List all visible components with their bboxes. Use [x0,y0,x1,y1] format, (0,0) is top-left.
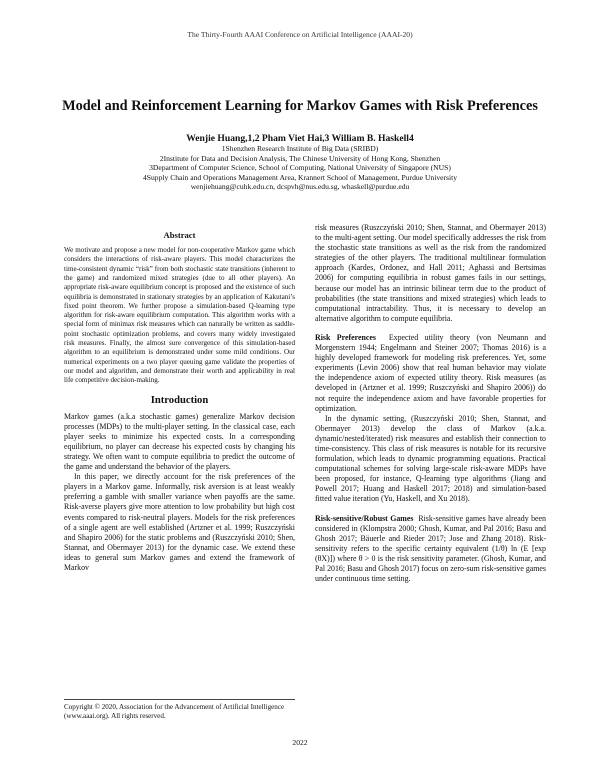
risk-sensitive-heading: Risk-sensitive/Robust Games [315,513,414,523]
affiliation-1: 1Shenzhen Research Institute of Big Data (SRIBD) [221,144,379,153]
abstract-heading: Abstract [163,230,196,240]
affiliation-3: 3Department of Computer Science, School of Computing, National University of Singapore (NUS) [149,163,451,173]
affiliation-4: 4Supply Chain and Operations Management Area, Krannert School of Management, Purdue University [142,172,457,182]
risk-sensitive-text: Risk-sensitive games have already been considered in (Klompstra 2000; Ghosh, Kumar, and Pal 2016; Basu and Ghosh 2017; Bäuerle and Rieder 2017; Jose and Zhang 2018). Risk-sensitivity refers to the specific certainty equivalent (1/θ) ln (E [exp (θX)]) where θ > 0 is the risk sensitivity parameter. (Ghosh, Kumar, and Pal 2016; Basu and Ghosh 2017) focus on zero-sum risk-sensitive games under continuous time setting. [315,513,546,584]
conference-header: The Thirty-Fourth AAAI Conference on Artificial Intelligence (AAAI-20) [187,30,413,39]
left-column [64,230,295,573]
paper-title: Model and Reinforcement Learning for Markov Games with Risk Preferences [62,98,538,114]
author-emails: wenjiehuang@cuhk.edu.cn, dcspvh@nus.edu.sg, whaskell@purdue.edu [190,182,410,192]
dynamic-setting-paragraph: In the dynamic setting, (Ruszczyński 2010; Shen, Stannat, and Obermayer 2013) develop the class of Markov (a.k.a. dynamic/nested/iterated) risk measures and establish their connection to time-consistency. This class of risk measures is notable for its recursive formulation, which leads to dynamic programming equations. Practical computational schemes for solving large-scale risk-aware MDPs have been proposed, for instance, Q-learning type algorithms (Jiang and Powell 2017; Huang and Haskell 2017; 2018) and simulation-based fitted value iteration (Yu, Haskell, and Xu 2018). [315,413,546,504]
author-list: Wenjie Huang,1,2 Pham Viet Hai,3 William B. Haskell4 [186,133,414,144]
page-number: 2022 [292,738,308,747]
risk-sensitive-paragraph [315,514,546,585]
intro-paragraph-2: In this paper, we directly account for the risk preferences of the players in a Markov game. Informally, risk aversion is at least weakly preferring a gamble with smaller variance when payoffs are the same. Risk-averse players give more attention to low probability but high cost events compared to risk-neutral players. Models for the risk preferences of a single agent are well established (Artzner et al. 1999; Ruszczyński and Shapiro 2006) for the static problems and (Ruszczyński 2010; Shen, Stannat, and Obermayer 2013) for the dynamic case. We extend these ideas to general sum Markov games and extend the framework of Markov [64,472,295,573]
copyright-notice: Copyright © 2020, Association for the Advancement of Artificial Intelligence (www.aaai.org). All rights reserved. [64,699,295,722]
risk-preferences-text: Expected utility theory (von Neumann and Morgenstern 1944; Engelmann and Steiner 2007; Thomas 2016) is a highly developed framework for modeling risk preferences. Yet, some experiments (Levin 2006) show that real human behavior may violate the independence axiom of expected utility theory. Risk measures (as developed in (Artzner et al. 1999; Ruszczyński and Shapiro 2006)) do not require the independence axiom and have favorable properties for optimization. [315,332,546,413]
affiliation-2: 2Institute for Data and Decision Analysis, The Chinese University of Hong Kong, Shenzhen [159,153,441,163]
right-paragraph-1: risk measures (Ruszczyński 2010; Shen, Stannat, and Obermayer 2013) to the multi-agent setting. Our model specifically addresses the risk from the stochastic state transitions as well as the risk from the randomized strategies of the other players. The traditional multilinear formulation approach (Kardes, Ordonez, and Hall 2011; Aghassi and Bertsimas 2006) for computing equilibria in robust games fails in our settings, because our model has an intrinsic bilinear term due to the product of probabilities (the state transitions and mixed strategies) which leads to computational intractability. Thus, it is necessary to develop an alternative algorithm to compute equilibria. [315,223,546,323]
abstract-text: We motivate and propose a new model for non-cooperative Markov game which considers the interactions of risk-aware players. This model characterizes the time-consistent dynamic “risk” from both stochastic state transitions (inherent to the game) and randomized mixed strategies (due to all other players). An appropriate risk-aware equilibrium concept is proposed and the existence of such equilibria is demonstrated in stationary strategies by an application of Kakutani’s fixed point theorem. We further propose a simulation-based Q-learning type algorithm for risk-aware equilibrium computation. This algorithm works with a special form of minimax risk measures which can naturally be written as saddle-point stochastic optimization problems, and covers many widely investigated risk measures. Finally, the almost sure convergence of this simulation-based algorithm to an equilibrium is demonstrated under some mild conditions. Our numerical experiments on a two player queuing game validate the properties of our model and algorithm, and demonstrate their worth and applicability in real life competitive decision-making. [64,246,295,385]
risk-preferences-heading: Risk Preferences [315,332,376,342]
affiliations [0,144,600,192]
right-column [315,223,546,584]
risk-preferences-paragraph [315,333,546,414]
abstract-body [64,246,295,385]
introduction-heading: Introduction [150,394,209,406]
intro-paragraph-1: Markov games (a.k.a stochastic games) generalize Markov decision processes (MDPs) to the multi-player setting. In the classical case, each player seeks to minimize his expected costs. In a corresponding equilibrium, no player can decrease his expected costs by changing his strategy. We often want to compute equilibria to predict the outcome of the game and understand the behavior of the players. [64,411,295,472]
